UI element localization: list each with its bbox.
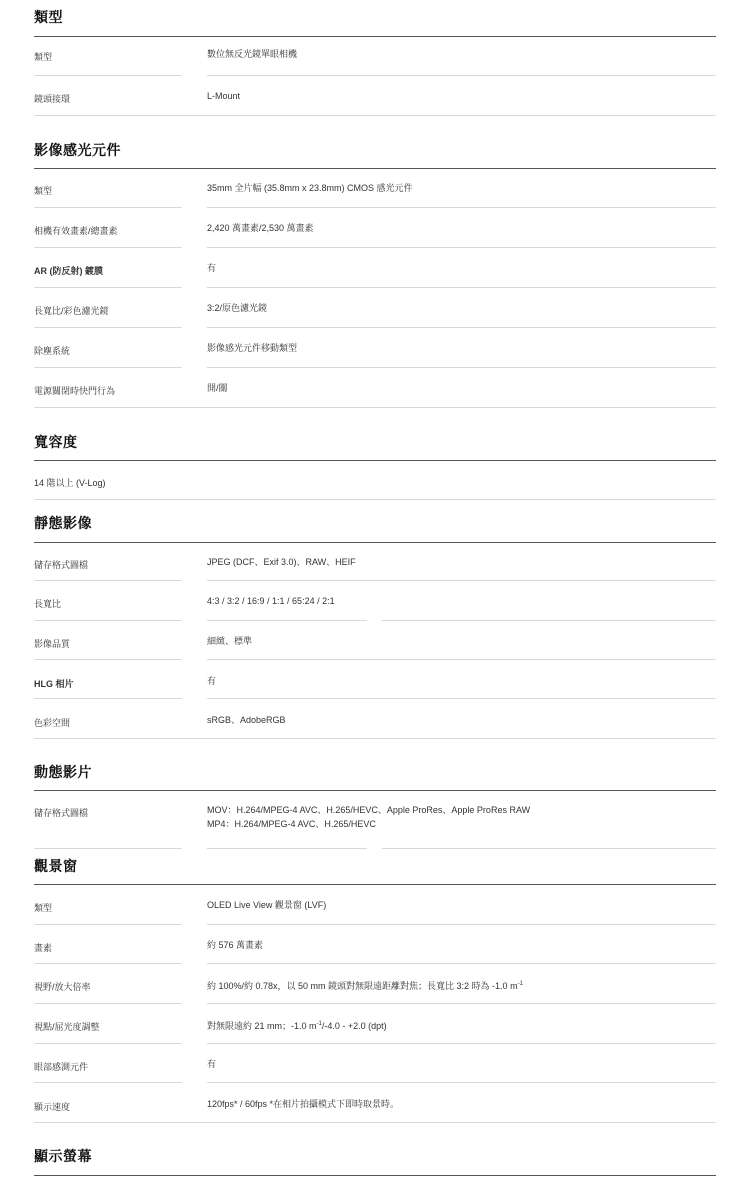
row-divider	[34, 115, 716, 116]
row-divider	[34, 327, 182, 328]
row-divider	[207, 207, 716, 208]
row-divider	[207, 75, 716, 76]
section-divider	[34, 790, 716, 791]
superscript: -1	[316, 1021, 322, 1027]
spec-value: 有	[207, 263, 217, 273]
row-divider	[34, 698, 182, 699]
spec-label: 類型	[34, 903, 53, 913]
spec-label: 色彩空間	[34, 718, 71, 728]
row-divider	[34, 620, 182, 621]
spec-value: L-Mount	[207, 91, 241, 101]
row-divider	[34, 1122, 716, 1123]
row-divider	[34, 924, 182, 925]
section-divider	[34, 1175, 716, 1176]
spec-label: 視點/屈光度調整	[34, 1022, 100, 1032]
spec-label: 相機有效畫素/總畫素	[34, 226, 118, 236]
spec-label: 電源關閉時快門行為	[34, 386, 116, 396]
spec-label: 畫素	[34, 943, 53, 953]
spec-value: 3:2/原色濾光鏡	[207, 303, 268, 313]
section-divider	[34, 168, 716, 169]
row-divider	[207, 1003, 716, 1004]
spec-label: HLG 相片	[34, 679, 74, 689]
section-title-sensor: 影像感光元件	[34, 142, 121, 158]
section-title-movie: 動態影片	[34, 764, 92, 780]
row-divider	[207, 287, 716, 288]
spec-value-line: MOV：H.264/MPEG-4 AVC、H.265/HEVC、Apple ProRes、Apple ProRes RAW	[207, 805, 531, 815]
row-divider	[382, 848, 716, 849]
spec-label: AR (防反射) 鍍膜	[34, 266, 103, 276]
spec-value: OLED Live View 觀景窗 (LVF)	[207, 900, 327, 910]
section-divider	[34, 36, 716, 37]
spec-label: 眼部感測元件	[34, 1062, 89, 1072]
row-divider	[207, 367, 716, 368]
row-divider	[34, 1082, 182, 1083]
row-divider	[34, 407, 716, 408]
row-divider	[34, 1043, 182, 1044]
row-divider	[34, 287, 182, 288]
row-divider	[207, 620, 367, 621]
section-title-still: 靜態影像	[34, 515, 92, 531]
row-divider	[34, 499, 716, 500]
spec-value: sRGB、AdobeRGB	[207, 715, 286, 725]
section-divider	[34, 542, 716, 543]
spec-label: 長寬比	[34, 599, 62, 609]
spec-value: 120fps* / 60fps *在相片拍攝模式下即時取景時。	[207, 1099, 400, 1109]
spec-label: 鏡頭接環	[34, 94, 71, 104]
section-divider	[34, 460, 716, 461]
row-divider	[34, 659, 182, 660]
section-title-type: 類型	[34, 9, 63, 25]
spec-value: 有	[207, 1059, 217, 1069]
row-divider	[34, 848, 182, 849]
spec-label: 視野/放大倍率	[34, 982, 91, 992]
row-divider	[382, 620, 716, 621]
spec-value: 35mm 全片幅 (35.8mm x 23.8mm) CMOS 感光元件	[207, 183, 413, 193]
spec-value-text: 約 100%/約 0.78x，以 50 mm 鏡頭對無限遠距離對焦；長寬比 3:2 時為 -1.0 m	[207, 981, 518, 991]
section-title-viewfinder: 觀景窗	[34, 858, 78, 874]
spec-label: 長寬比/彩色濾光鏡	[34, 306, 109, 316]
row-divider	[207, 1043, 716, 1044]
row-divider	[34, 367, 182, 368]
spec-value: 影像感光元件移動類型	[207, 343, 298, 353]
row-divider	[207, 659, 716, 660]
spec-value: 數位無反光鏡單眼相機	[207, 49, 298, 59]
spec-label: 影像品質	[34, 639, 71, 649]
row-divider	[34, 580, 182, 581]
row-divider	[34, 738, 716, 739]
section-title-monitor: 顯示螢幕	[34, 1148, 92, 1164]
row-divider	[34, 963, 182, 964]
spec-value: JPEG (DCF、Exif 3.0)、RAW、HEIF	[207, 557, 356, 567]
spec-label: 顯示速度	[34, 1102, 71, 1112]
spec-label: 類型	[34, 52, 53, 62]
row-divider	[34, 247, 182, 248]
spec-value: 2,420 萬畫素/2,530 萬畫素	[207, 223, 314, 233]
row-divider	[207, 580, 716, 581]
spec-value-line: MP4：H.264/MPEG-4 AVC、H.265/HEVC	[207, 819, 376, 829]
row-divider	[207, 698, 716, 699]
row-divider	[207, 924, 716, 925]
row-divider	[207, 848, 367, 849]
spec-value: 約 576 萬畫素	[207, 940, 264, 950]
superscript: -1	[517, 981, 523, 987]
spec-label: 儲存格式圖檔	[34, 808, 89, 818]
spec-value	[207, 1018, 387, 1033]
row-divider	[207, 247, 716, 248]
latitude-text: 14 階以上 (V-Log)	[34, 478, 106, 488]
spec-value: 有	[207, 676, 217, 686]
section-title-latitude: 寬容度	[34, 434, 78, 450]
row-divider	[207, 327, 716, 328]
spec-label: 類型	[34, 186, 53, 196]
spec-value-tail: /-4.0 - +2.0 (dpt)	[321, 1021, 387, 1031]
row-divider	[34, 207, 182, 208]
spec-value: 開/關	[207, 383, 228, 393]
section-divider	[34, 884, 716, 885]
spec-label: 儲存格式圖檔	[34, 560, 89, 570]
spec-value: 4:3 / 3:2 / 16:9 / 1:1 / 65:24 / 2:1	[207, 596, 335, 606]
row-divider	[207, 963, 716, 964]
row-divider	[34, 75, 182, 76]
row-divider	[34, 1003, 182, 1004]
spec-label: 除塵系統	[34, 346, 71, 356]
spec-value-text: 對無限遠約 21 mm；-1.0 m	[207, 1021, 317, 1031]
spec-value	[207, 978, 523, 993]
row-divider	[207, 1082, 716, 1083]
spec-value: 細緻、標準	[207, 636, 253, 646]
